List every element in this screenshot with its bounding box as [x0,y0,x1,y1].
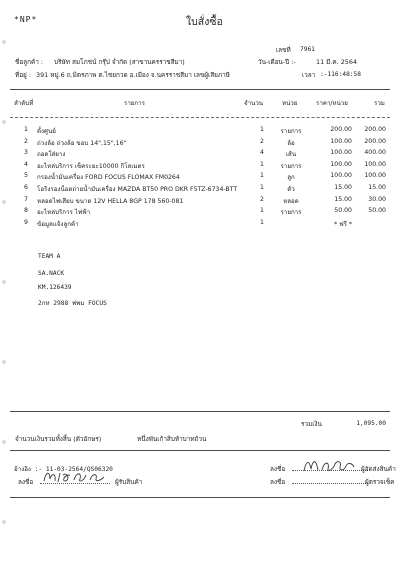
divider [10,450,390,451]
feed-hole [2,120,6,124]
handwritten-signature-sales [300,455,358,477]
table-row [0,219,400,229]
row-quantity: 1 [260,126,264,133]
row-no: 2 [24,137,28,145]
amount-words-label: จำนวนเงินรวมทั้งสิ้น (ตัวอักษร) [15,435,102,443]
np-mark: *NP* [14,15,38,24]
sign-label: ลงชื่อ [18,478,34,486]
note-sa: SA.NACK [38,270,65,277]
sign-role-checker: ผู้ตรวจเช็ค [365,478,395,486]
feed-hole [2,360,6,364]
row-no: 6 [24,184,28,191]
col-price-header: ราคา/หน่วย [316,100,348,107]
row-unit-price: 100.00 [330,160,352,168]
address-label: ที่อยู่ : [15,71,31,79]
handwritten-signature-receiver [40,467,110,487]
col-total-header: รวม [374,100,385,107]
row-unit-price: 50.00 [334,207,352,215]
table-row [0,207,400,217]
col-qty-header: จำนวน [244,100,264,107]
sign-label: ลงชื่อ [270,465,286,473]
row-no: 3 [24,149,28,157]
address-text: 391 หมู่.6 ถ.มิตรภาพ ต.ไชยกวด อ.เมือง จ.นครราชสีมา เลขผู้เสียภาษี [36,71,230,79]
row-unit-price: 200.00 [330,126,352,133]
row-unit-price: 100.00 [330,137,352,145]
time-label: เวลา [302,71,316,79]
row-total: 15.00 [368,184,386,191]
total-value: 1,095.00 [356,420,386,427]
row-unit: หลอด [283,197,299,205]
divider [10,89,390,90]
row-quantity: 1 [260,184,264,191]
row-no: 5 [24,172,28,180]
row-no: 8 [24,207,28,215]
col-desc-header: รายการ [124,100,145,107]
table-row [0,196,400,206]
divider [10,411,390,412]
row-unit: รายการ [280,209,302,217]
row-unit-price: 100.00 [330,172,352,180]
feed-hole [2,40,6,44]
total-label: รวมเงิน [301,420,322,428]
row-description: อะไหล่บริการ ไฟฟ้า [37,209,91,217]
time-value: :-116:48:58 [320,71,361,78]
row-unit: ล้อ [287,139,295,147]
row-description: ถอดใส่ยาง [37,151,66,159]
table-row [0,138,400,148]
row-unit-price: 15.00 [334,184,352,191]
row-total: 30.00 [368,195,386,203]
reference: อ้างอิง :- 11-03-2564/QS06320 [14,466,113,473]
date-label: วัน-เดือน-ปี :- [258,58,296,66]
row-total: 100.00 [364,172,386,180]
note-team: TEAM A [38,253,61,260]
row-description: หลอดไฟเสียบ ขนาด 12V HELLA 8GP 178 560-081 [37,197,184,205]
divider [10,117,390,118]
sign-role-dispatcher: ผู้จัดส่งสินค้า [361,465,396,473]
sign-role-receiver: ผู้รับสินค้า [115,478,143,486]
row-quantity: 1 [260,207,264,215]
row-description: อะไหล่บริการ เช็คระยะ10000 กิโลเมตร [37,162,145,170]
row-quantity: 1 [260,218,264,226]
row-unit-price: * ฟรี * [334,220,352,228]
table-row [0,126,400,136]
amount-words: หนึ่งพันเก้าสิบห้าบาทถ้วน [137,435,207,443]
row-no: 4 [24,160,28,168]
table-row [0,149,400,159]
document-title: ใบสั่งซื้อ [186,16,223,28]
row-unit: ตัว [287,186,295,193]
customer-name: บริษัท สมโภชน์ กรุ๊ป จำกัด (สาขานครราชสีมา) [54,58,185,66]
note-km: KM.126439 [38,284,72,291]
row-description: ถ่วงล้อ ถ่วงล้อ ขอบ 14",15",16" [37,139,127,147]
row-unit: เส้น [285,151,297,159]
row-quantity: 2 [260,195,264,203]
col-no-header: ลำดับที่ [14,100,34,107]
note-vehicle: 2กห 2988 ฟพม FOCUS [38,300,107,307]
table-row [0,172,400,182]
row-unit: รายการ [280,128,302,135]
signature-line [292,483,368,484]
row-total: 400.00 [364,149,386,157]
col-unit-header: หน่วย [282,100,298,107]
feed-hole [2,520,6,524]
row-no: 7 [24,195,28,203]
row-unit-price: 100.00 [330,149,352,157]
row-total: 200.00 [364,126,386,133]
row-unit-price: 15.00 [334,195,352,203]
doc-number: 7961 [300,46,315,53]
row-description: ข้อมูลแจ้งลูกค้า [37,220,79,228]
sign-label: ลงชื่อ [270,478,286,486]
row-no: 1 [24,126,28,133]
row-no: 9 [24,218,28,226]
row-quantity: 1 [260,160,264,168]
row-unit: รายการ [280,162,302,170]
date-value: 11 มี.ค. 2564 [316,58,358,66]
customer-label: ชื่อลูกค้า : [15,58,44,66]
row-total: 100.00 [364,160,386,168]
table-row [0,184,400,194]
row-quantity: 2 [260,137,264,145]
row-total: 50.00 [368,207,386,215]
row-total: 200.00 [364,137,386,145]
row-quantity: 1 [260,172,264,180]
feed-hole [2,280,6,284]
doc-number-label: เลขที่ [276,46,291,54]
table-row [0,161,400,171]
row-description: ตั้งศูนย์ [37,128,56,135]
divider [10,497,390,498]
row-quantity: 4 [260,149,264,157]
table-header [0,98,400,108]
row-description: โอริงรองน็อตถ่ายน้ำมันเครื่อง MAZDA BT50 PRO DKR F5TZ-6734-BTT [37,186,238,193]
feed-hole [2,440,6,444]
row-unit: ลูก [287,174,295,182]
row-description: กรองน้ำมันเครื่อง FORD FOCUS FLOMAX FM0264 [37,174,180,182]
